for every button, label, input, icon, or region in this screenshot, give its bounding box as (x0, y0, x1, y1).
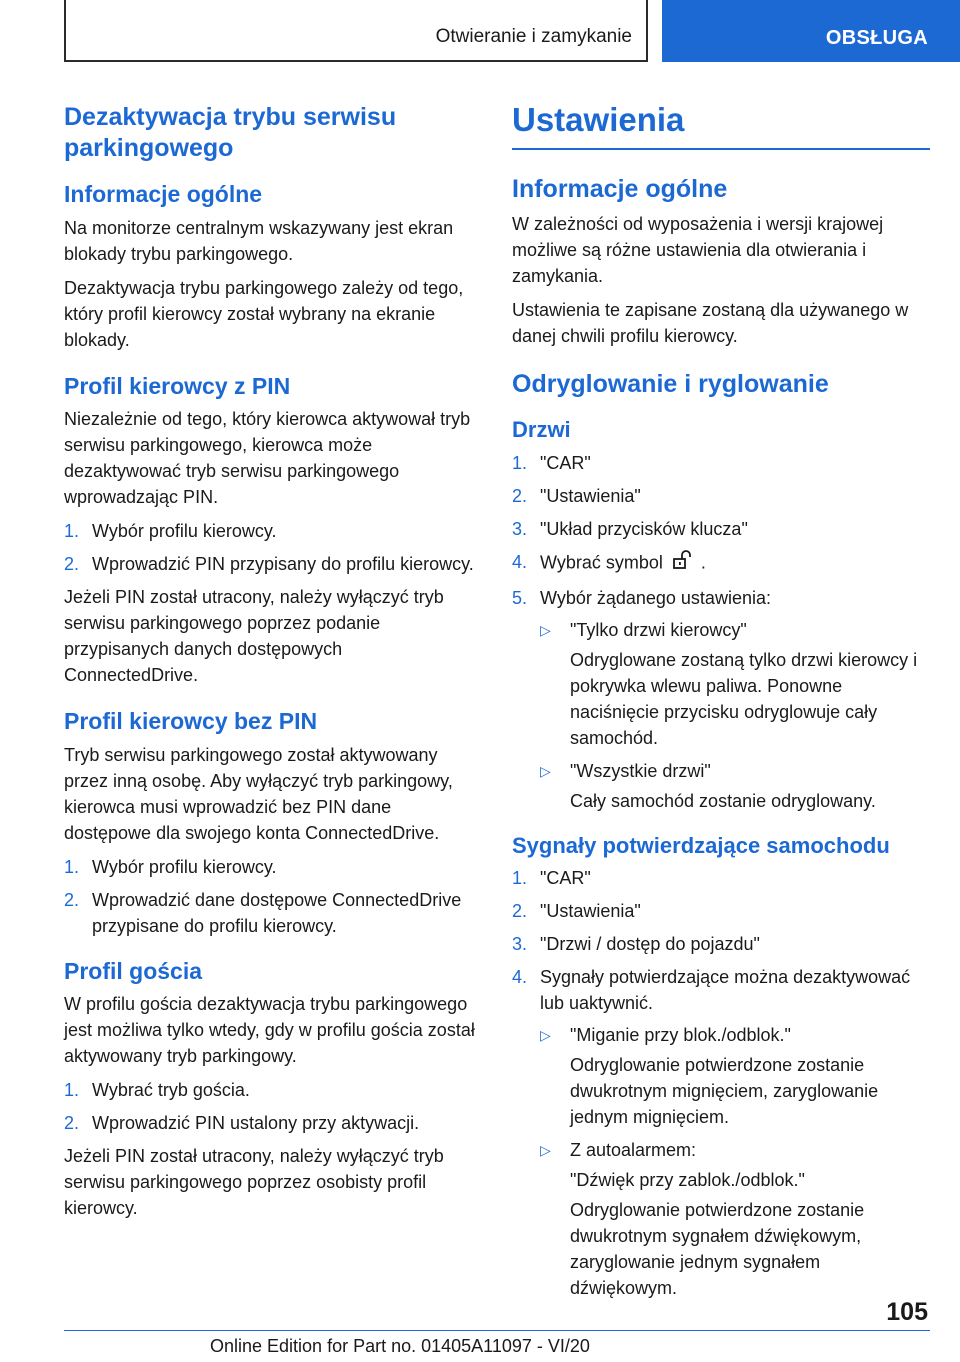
step-number: 1. (64, 1080, 80, 1101)
header-section-label: OBSŁUGA (825, 27, 928, 49)
guest-intro: W profilu gościa dezaktywacja trybu parkingowego jest możliwa tylko wtedy, gdy w profilu gościa został aktywowany tryb parkingowy. (64, 994, 475, 1067)
step-number: 1. (64, 856, 80, 877)
step-suffix: . (700, 551, 706, 572)
step-text: Wprowadzić PIN ustalony przy aktywacji. (92, 1113, 420, 1134)
list-item (512, 964, 930, 1301)
with-pin-intro: Niezależnie od tego, który kierowca aktywował tryb serwisu parkingowego, kierowca może dezaktywować tryb serwisu parkingowego wprowadzając PIN. (64, 409, 471, 508)
option-desc: Cały samochód zostanie odryglowany. (570, 790, 876, 811)
footer-edition: Online Edition for Part no. 01405A11097 - VI/20 (210, 1336, 590, 1356)
right-title: Ustawienia (512, 102, 930, 150)
list-item (540, 758, 930, 814)
step-number: 2. (64, 554, 80, 575)
option-desc: Odryglowanie potwierdzone zostanie dwukrotnym sygnałem dźwiękowym, zaryglowanie jednym sygnałem dźwiękowym. (570, 1200, 865, 1299)
step-text: Wybrać tryb gościa. (92, 1080, 250, 1101)
step-number: 5. (512, 587, 528, 608)
left-general-p2: Dezaktywacja trybu parkingowego zależy od tego, który profil kierowcy został wybrany na ekranie blokady. (64, 277, 464, 350)
header-section-tab[interactable] (662, 0, 960, 62)
header-chapter (64, 0, 648, 62)
step-number: 2. (512, 485, 528, 506)
list-item (512, 931, 930, 957)
list-item (64, 887, 480, 939)
step-text: "Układ przycisków klucza" (540, 518, 748, 539)
option-label: "Tylko drzwi kierowcy" (570, 619, 747, 640)
right-general-p2: Ustawienia te zapisane zostaną dla używanego w danej chwili profilu kierowcy. (512, 299, 909, 346)
guest-heading: Profil gościa (64, 957, 203, 984)
without-pin-heading: Profil kierowcy bez PIN (64, 708, 318, 735)
option-label: "Miganie przy blok./odblok." (570, 1025, 791, 1046)
list-item (64, 854, 480, 880)
unlock-icon (671, 549, 693, 578)
list-item (512, 585, 930, 814)
left-general-p1: Na monitorze centralnym wskazywany jest ekran blokady trybu parkingowego. (64, 217, 454, 264)
step-text: Wprowadzić PIN przypisany do profilu kierowcy. (92, 554, 474, 575)
list-item (540, 1022, 930, 1130)
step-text: "Ustawienia" (540, 485, 641, 506)
left-title: Dezaktywacja trybu serwisu parkingowego (64, 103, 397, 162)
triangle-right-icon: ▷ (540, 621, 551, 638)
list-item (512, 483, 930, 509)
step-number: 1. (64, 521, 80, 542)
step-text: "CAR" (540, 868, 591, 889)
step-number: 2. (512, 901, 528, 922)
with-pin-steps (64, 518, 480, 577)
guest-note: Jeżeli PIN został utracony, należy wyłączyć tryb serwisu parkingowego poprzez osobisty profil kierowcy. (64, 1146, 444, 1219)
list-item (512, 549, 930, 578)
triangle-right-icon: ▷ (540, 762, 551, 779)
step-text: Wybór żądanego ustawienia: (540, 587, 771, 608)
unlock-heading: Odryglowanie i ryglowanie (512, 369, 829, 398)
with-pin-heading: Profil kierowcy z PIN (64, 372, 291, 399)
option-label: Z autoalarmem: (570, 1140, 697, 1161)
step-number: 4. (512, 967, 528, 988)
step-number: 2. (64, 889, 80, 910)
doors-options (540, 617, 930, 814)
header-chapter-label: Otwieranie i zamykanie (435, 26, 632, 47)
option-desc: Odryglowanie potwierdzone zostanie dwukrotnym mignięciem, zaryglowanie jednym mignięciem. (570, 1055, 879, 1128)
triangle-right-icon: ▷ (540, 1027, 551, 1044)
left-general-heading: Informacje ogólne (64, 181, 263, 207)
doors-heading: Drzwi (512, 417, 571, 443)
list-item (512, 898, 930, 924)
footer-divider (64, 1330, 930, 1331)
list-item (512, 865, 930, 891)
step-number: 3. (512, 518, 528, 539)
list-item (64, 518, 480, 544)
without-pin-steps (64, 854, 480, 939)
with-pin-note: Jeżeli PIN został utracony, należy wyłączyć tryb serwisu parkingowego poprzez podanie przypisanych danych dostępowych ConnectedDrive. (64, 587, 444, 686)
option-label: "Wszystkie drzwi" (570, 760, 711, 781)
step-text: Wybór profilu kierowcy. (92, 521, 277, 542)
right-column (512, 102, 930, 1308)
page-number: 105 (886, 1298, 928, 1326)
signals-steps (512, 865, 930, 1301)
list-item (540, 617, 930, 751)
step-number: 1. (512, 452, 528, 473)
list-item (512, 516, 930, 542)
step-number: 4. (512, 551, 528, 572)
step-number: 1. (512, 868, 528, 889)
step-text: "Ustawienia" (540, 901, 641, 922)
signals-heading: Sygnały potwierdzające samochodu (512, 832, 890, 858)
triangle-right-icon: ▷ (540, 1142, 551, 1159)
list-item (64, 551, 480, 577)
step-text: "Drzwi / dostęp do pojazdu" (540, 934, 760, 955)
step-text: "CAR" (540, 452, 591, 473)
step-number: 3. (512, 934, 528, 955)
right-general-heading: Informacje ogólne (512, 175, 728, 204)
step-text: Wybór profilu kierowcy. (92, 856, 277, 877)
list-item (512, 450, 930, 476)
signals-options (540, 1022, 930, 1301)
right-general-p1: W zależności od wyposażenia i wersji krajowej możliwe są różne ustawienia dla otwierania i zamykania. (512, 213, 884, 286)
option-desc: Odryglowane zostaną tylko drzwi kierowcy i pokrywka wlewu paliwa. Ponowne naciśnięcie przycisku odryglowuje cały samochód. (570, 649, 918, 748)
option-desc: "Dźwięk przy zablok./odblok." (570, 1170, 805, 1191)
step-number: 2. (64, 1113, 80, 1134)
guest-steps (64, 1077, 480, 1136)
left-column (64, 102, 480, 1229)
step-text: Wprowadzić dane dostępowe ConnectedDrive przypisane do profilu kierowcy. (92, 889, 462, 936)
list-item (540, 1137, 930, 1301)
list-item (64, 1110, 480, 1136)
step-text: Wybrać symbol (540, 551, 663, 572)
step-text: Sygnały potwierdzające można dezaktywować lub uaktywnić. (540, 967, 911, 1014)
without-pin-intro: Tryb serwisu parkingowego został aktywowany przez inną osobę. Aby wyłączyć tryb parkingowy, kierowca musi wprowadzić bez PIN dane dostępowe dla swojego konta ConnectedDrive. (64, 744, 453, 843)
doors-steps (512, 450, 930, 814)
list-item (64, 1077, 480, 1103)
